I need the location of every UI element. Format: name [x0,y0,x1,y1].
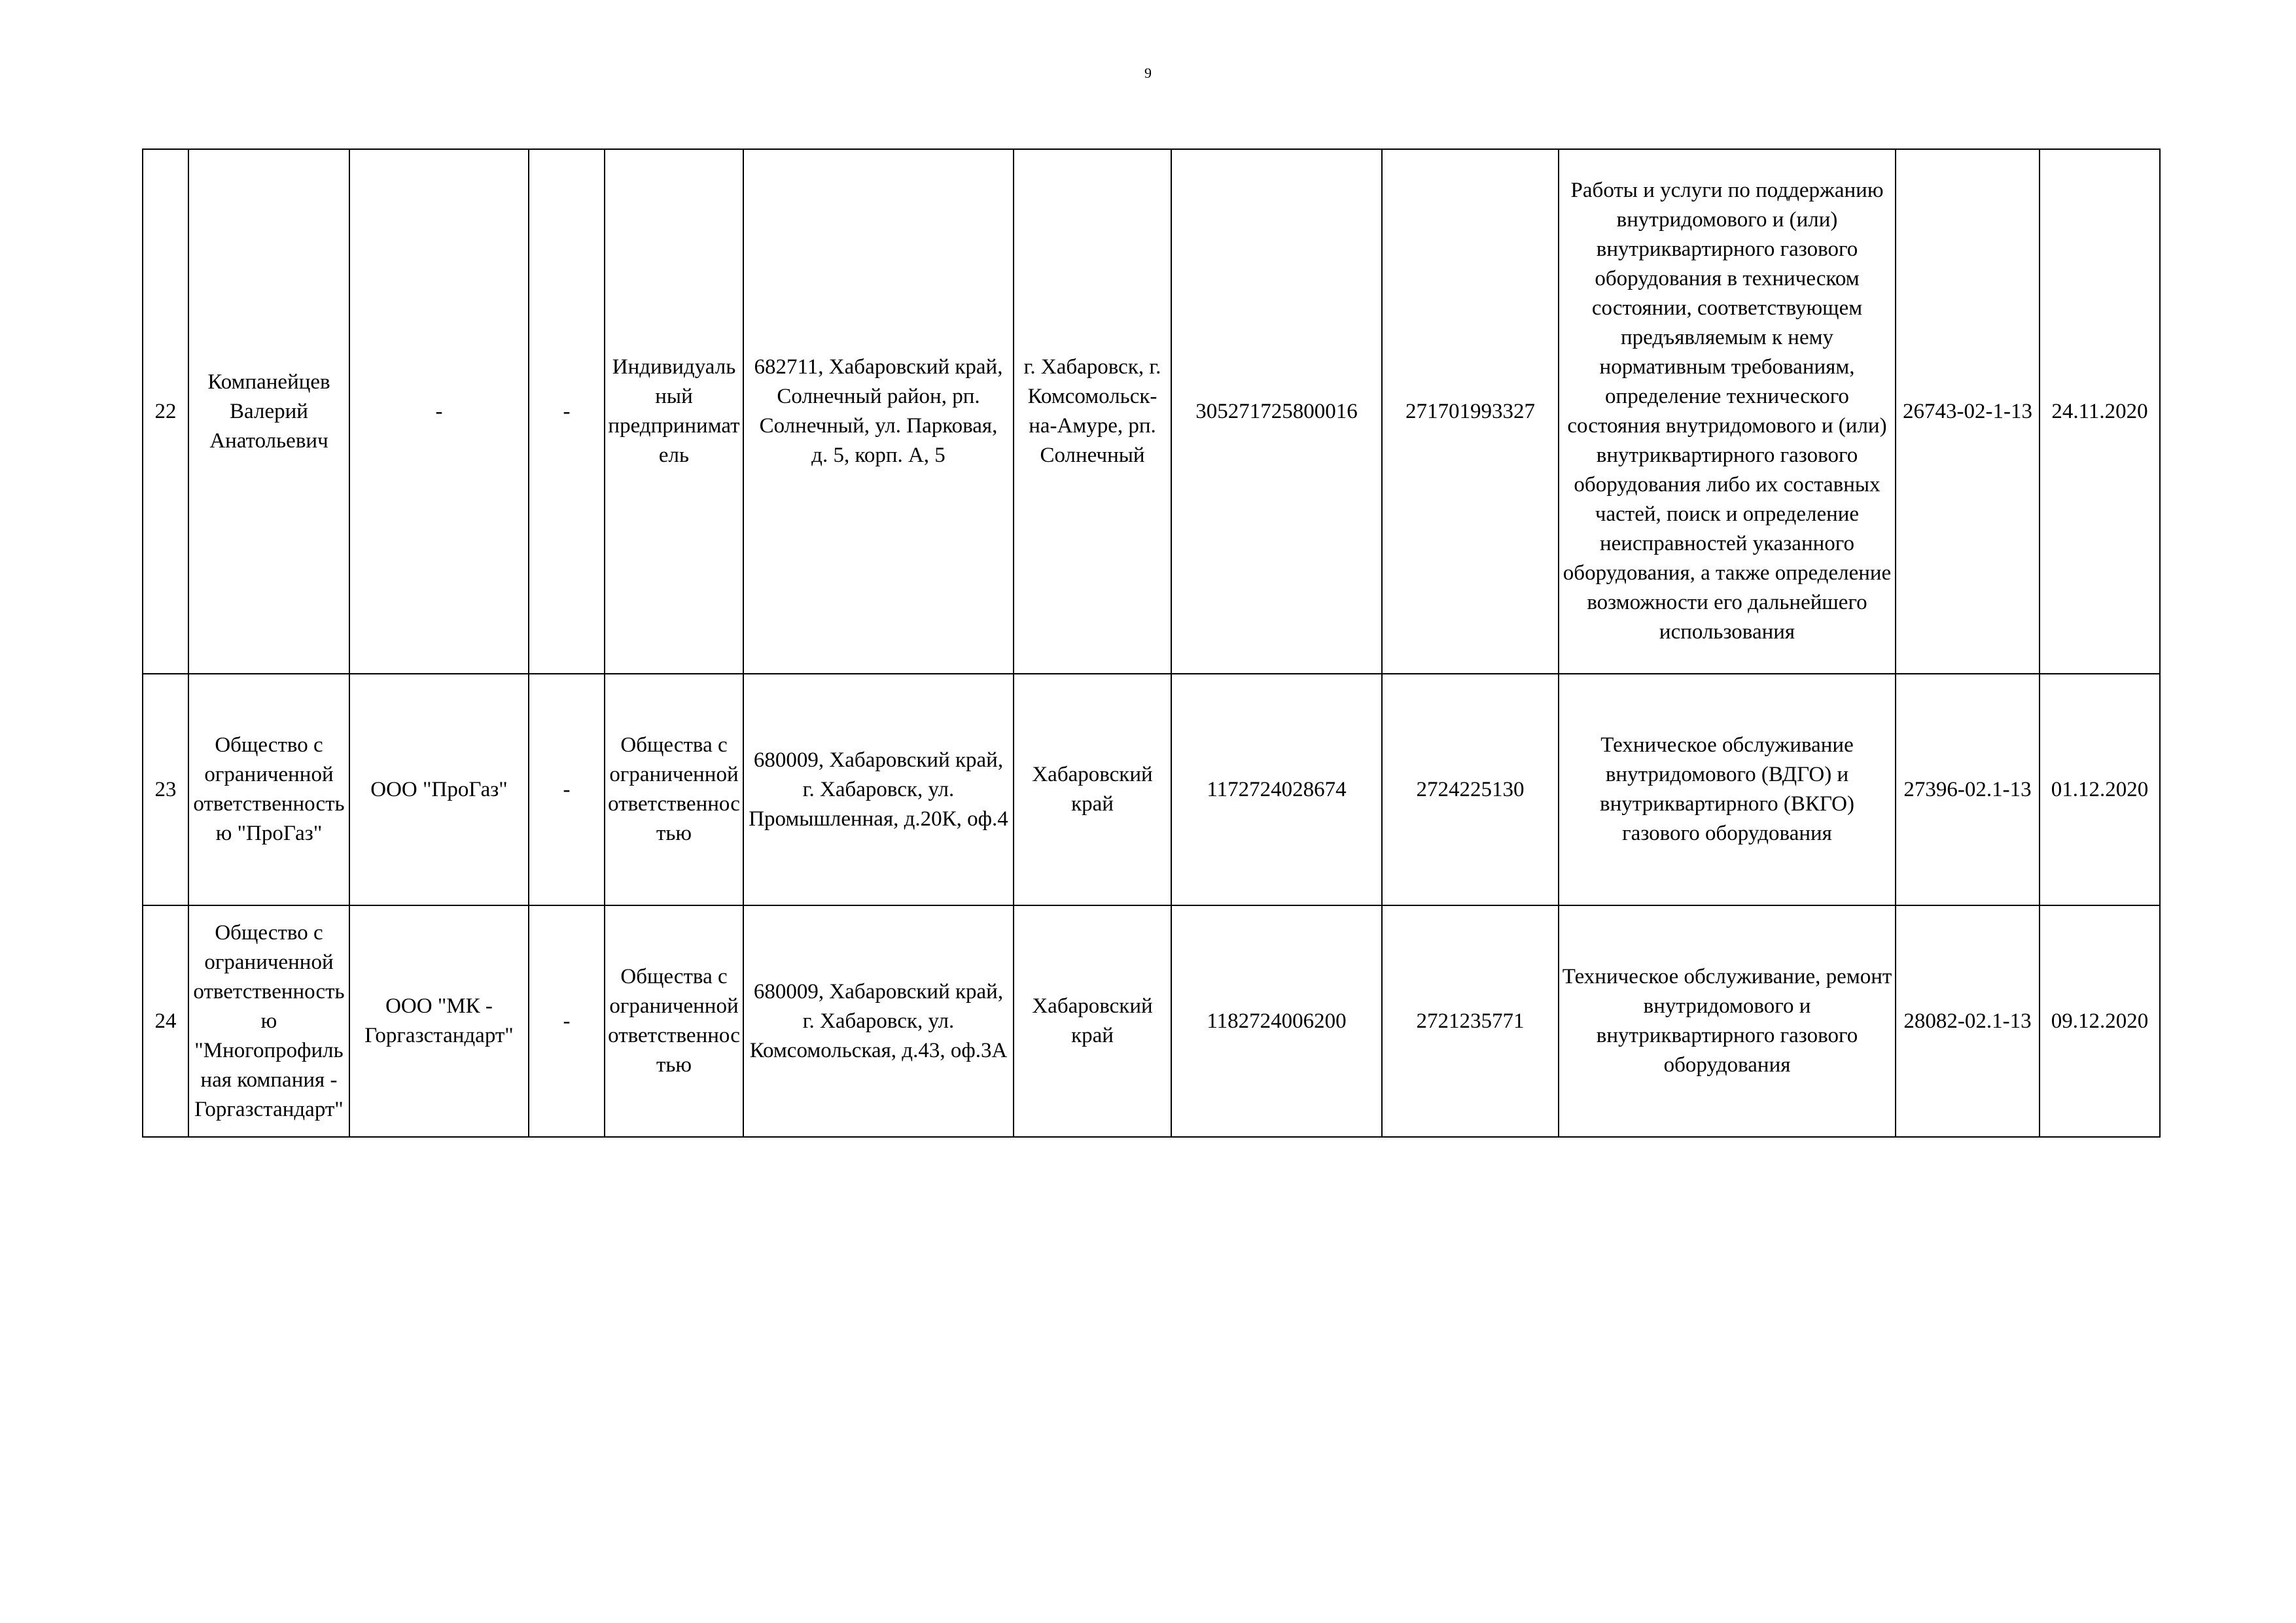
row-number-cell: 24 [143,905,188,1137]
registration-number-cell: 27396-02.1-13 [1896,674,2040,905]
brand-name-cell: - [529,674,605,905]
registration-date-cell: 09.12.2020 [2040,905,2160,1137]
address-cell: 682711, Хабаровский край, Солнечный район, рп. Солнечный, ул. Парковая, д. 5, корп. А, 5 [743,149,1014,674]
legal-form-cell: Индивидуальный предприниматель [605,149,743,674]
registration-number-cell: 28082-02.1-13 [1896,905,2040,1137]
registration-date-cell: 01.12.2020 [2040,674,2160,905]
legal-form-cell: Общества с ограниченной ответственностью [605,674,743,905]
inn-cell: 271701993327 [1382,149,1559,674]
full-name-cell: Общество с ограниченной ответственностью "ПроГаз" [188,674,349,905]
territory-cell: Хабаровский край [1014,674,1171,905]
inn-cell: 2721235771 [1382,905,1559,1137]
table-row [143,674,2160,905]
activity-text: Работы и услуги по поддержанию внутридомового и (или) внутриквартирного газового оборудования в техническом состоянии, соответствующем предъявляемым к нему нормативным требованиям, определение технического состояния внутридомового и (или) внутриквартирного газового оборудования либо их составных частей, поиск и определение неисправностей указанного оборудования, а также определение возможности его дальнейшего использования [1563,179,1892,644]
full-name-cell: Компанейцев Валерий Анатольевич [188,149,349,674]
registration-number-cell: 26743-02-1-13 [1896,149,2040,674]
short-name-cell: ООО "ПроГаз" [349,674,529,905]
row-number-cell: 23 [143,674,188,905]
registry-table [142,148,2161,1138]
full-name-cell [188,905,349,1137]
row-number-cell: 22 [143,149,188,674]
address-cell: 680009, Хабаровский край, г. Хабаровск, ул. Комсомольская, д.43, оф.3А [743,905,1014,1137]
short-name-cell: - [349,149,529,674]
inn-cell: 2724225130 [1382,674,1559,905]
page-number: 9 [1144,65,1152,81]
registration-date-cell: 24.11.2020 [2040,149,2160,674]
ogrn-cell: 305271725800016 [1171,149,1382,674]
territory-cell: г. Хабаровск, г. Комсомольск-на-Амуре, рп. Солнечный [1014,149,1171,674]
activity-cell [1559,149,1896,674]
brand-name-cell: - [529,149,605,674]
legal-form-cell: Общества с ограниченной ответственностью [605,905,743,1137]
activity-cell: Техническое обслуживание внутридомового (ВДГО) и внутриквартирного (ВКГО) газового оборудования [1559,674,1896,905]
ogrn-cell: 1182724006200 [1171,905,1382,1137]
ogrn-cell: 1172724028674 [1171,674,1382,905]
table-row [143,905,2160,1137]
short-name-cell: ООО "МК - Горгазстандарт" [349,905,529,1137]
brand-name-cell: - [529,905,605,1137]
table-row [143,149,2160,674]
address-cell: 680009, Хабаровский край, г. Хабаровск, ул. Промышленная, д.20К, оф.4 [743,674,1014,905]
activity-cell: Техническое обслуживание, ремонт внутридомового и внутриквартирного газового оборудования [1559,905,1896,1137]
territory-cell: Хабаровский край [1014,905,1171,1137]
full-name-text: Общество с ограниченной ответственностью "Многопрофильная компания - Горгазстандарт" [193,920,345,1121]
